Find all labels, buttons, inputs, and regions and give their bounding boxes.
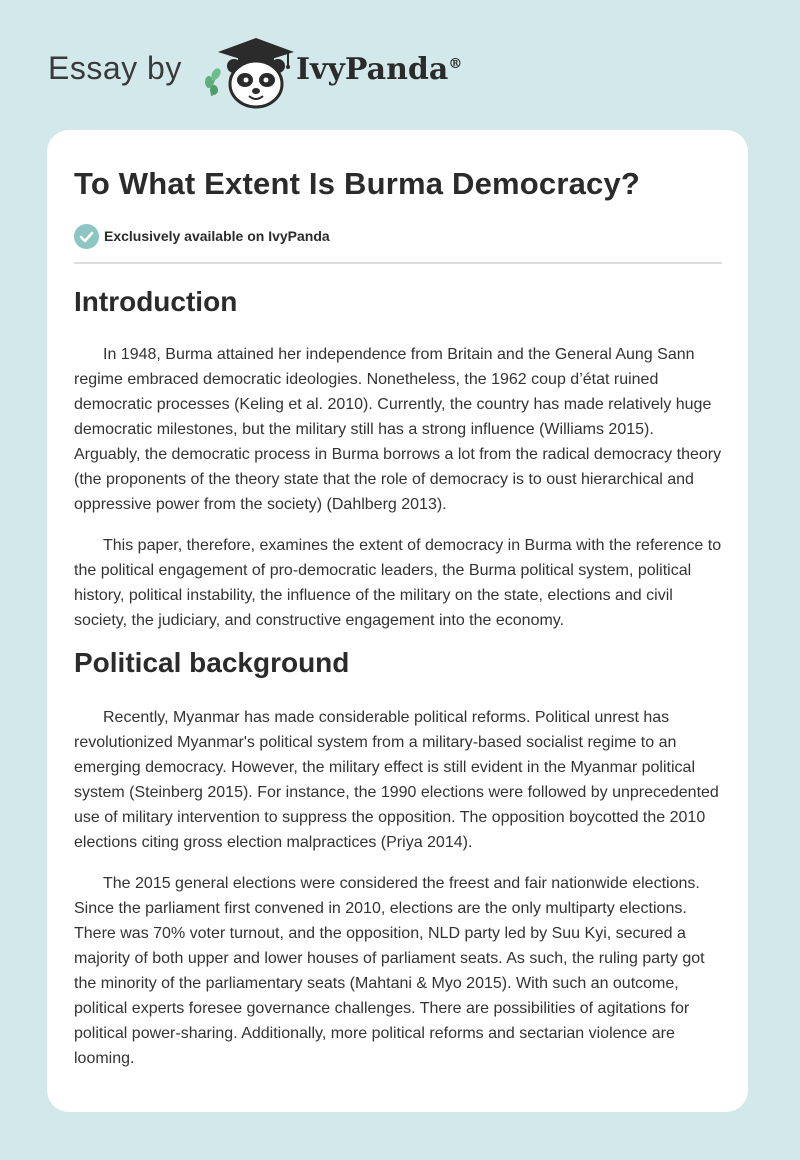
paragraph: This paper, therefore, examines the extent of democracy in Burma with the reference to the political engagement of pro-democratic leaders, the Burma political system, political history, political instability, the influence of the military on the state, elections and civil society, the judiciary, and constructive engagement into the economy. <box>74 537 722 629</box>
exclusive-badge-label: Exclusively available on IvyPanda <box>104 228 330 244</box>
brand-name-text: IvyPanda <box>296 52 449 87</box>
divider <box>74 262 722 264</box>
panda-logo-icon[interactable] <box>200 34 296 110</box>
brand-name <box>296 52 462 87</box>
site-header <box>0 0 800 130</box>
section-heading-political-background: Political background <box>74 647 350 678</box>
paragraph: Recently, Myanmar has made considerable political reforms. Political unrest has revolutionized Myanmar's political system from a military-based socialist regime to an emerging democracy. However, the military effect is still evident in the Myanmar political system (Steinberg 2015). For instance, the 1990 elections were followed by unprecedented use of military intervention to suppress the opposition. The opposition boycotted the 2010 elections citing gross election malpractices (Priya 2014). <box>74 709 719 851</box>
page-title: To What Extent Is Burma Democracy? <box>74 166 641 201</box>
registered-mark: ® <box>448 56 463 72</box>
essay-card <box>47 130 748 1112</box>
paragraph: In 1948, Burma attained her independence from Britain and the General Aung Sann regime embraced democratic ideologies. Nonetheless, the 1962 coup d’état ruined democratic processes (Keling et al. 2010). Currently, the country has made relatively huge democratic milestones, but the military still has a strong influence (Williams 2015). Arguably, the democratic process in Burma borrows a lot from the radical democracy theory (the proponents of the theory state that the role of democracy is to oust hierarchical and oppressive power from the society) (Dahlberg 2013). <box>74 346 722 513</box>
exclusive-badge <box>74 223 722 249</box>
paragraph: The 2015 general elections were considered the freest and fair nationwide elections. Since the parliament first convened in 2010, elections are the only multiparty elections. There was 70% voter turnout, and the opposition, NLD party led by Suu Kyi, secured a majority of both upper and lower houses of parliament seats. As such, the ruling party got the minority of the parliamentary seats (Mahtani & Myo 2015). With such an outcome, political experts foresee governance challenges. There are possibilities of agitations for political power-sharing. Additionally, more political reforms and sectarian violence are looming. <box>74 875 705 1067</box>
check-circle-icon <box>74 224 99 249</box>
section-heading-introduction: Introduction <box>74 286 238 317</box>
brand-prefix: Essay by <box>48 50 182 86</box>
